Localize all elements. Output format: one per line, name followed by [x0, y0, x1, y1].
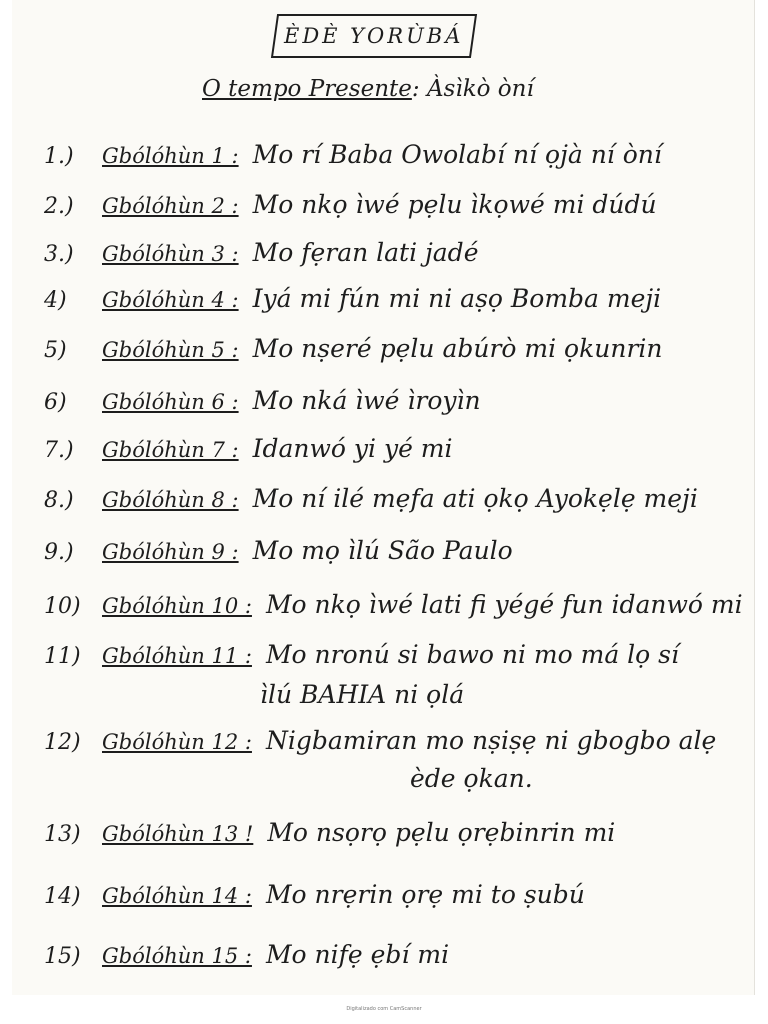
sentence-label: Gbólóhùn 5 :: [102, 338, 239, 362]
sentence-text: Mo fẹran lati jadé: [252, 238, 479, 267]
sentence-10: [44, 590, 743, 630]
sentence-15: [44, 940, 449, 980]
sentence-label: Gbólóhùn 2 :: [102, 194, 239, 218]
sentence-label: Gbólóhùn 9 :: [102, 540, 239, 564]
sentence-label: Gbólóhùn 1 :: [102, 144, 239, 168]
sentence-text: Mo rí Baba Owolabí ní ọjà ní òní: [252, 140, 662, 169]
sentence-number: 12): [44, 730, 81, 755]
sentence-number: 10): [44, 594, 81, 619]
subtitle-yoruba: Àsìkò òní: [426, 76, 534, 102]
sentence-text: Idanwó yi yé mi: [252, 434, 453, 463]
sentence-number: 2.): [44, 194, 74, 219]
sentence-label: Gbólóhùn 6 :: [102, 390, 239, 414]
sentence-11: [44, 640, 679, 680]
sentence-number: 9.): [44, 540, 74, 565]
sentence-12-continuation: ède ọkan.: [410, 764, 533, 793]
sentence-9: [44, 536, 513, 576]
sentence-text: Mo nsọrọ pẹlu ọrẹbinrin mi: [267, 818, 616, 847]
sentence-text: Mo nronú si bawo ni mo má lọ sí: [265, 640, 680, 669]
sentence-label: Gbólóhùn 10 :: [102, 594, 252, 618]
sentence-label: Gbólóhùn 13 !: [102, 822, 254, 846]
scanner-footer: Digitalizado com CamScanner: [346, 1006, 422, 1012]
sentence-label: Gbólóhùn 11 :: [102, 644, 252, 668]
sentence-text: Mo nifẹ ẹbí mi: [265, 940, 450, 969]
sentence-number: 13): [44, 822, 81, 847]
sentence-number: 14): [44, 884, 81, 909]
sentence-8: [44, 484, 698, 524]
sentence-text: Nigbamiran mo nṣiṣẹ ni gbogbo alẹ: [265, 726, 717, 755]
sentence-14: [44, 880, 585, 920]
sentence-text: Mo nkọ ìwé lati fi yégé fun idanwó mi: [265, 590, 743, 619]
subtitle-separator: :: [411, 76, 420, 102]
sentence-label: Gbólóhùn 12 :: [102, 730, 252, 754]
sentence-7: [44, 434, 453, 474]
sentence-text: Mo ní ilé mẹfa ati ọkọ Ayokẹlẹ meji: [252, 484, 698, 513]
subtitle: [202, 76, 534, 102]
sentence-number: 1.): [44, 144, 74, 169]
subtitle-portuguese: O tempo Presente: [202, 76, 412, 102]
sentence-3: [44, 238, 479, 278]
sentence-text: Mo nkọ ìwé pẹlu ìkọwé mi dúdú: [252, 190, 657, 219]
sentence-text: Mo nká ìwé ìroyìn: [252, 386, 481, 415]
sentence-number: 8.): [44, 488, 74, 513]
sentence-text: Mo nrẹrin ọrẹ mi to ṣubú: [265, 880, 585, 909]
sentence-number: 7.): [44, 438, 74, 463]
sentence-5: [44, 334, 663, 374]
sentence-13: [44, 818, 615, 858]
sentence-number: 6): [44, 390, 67, 415]
sentence-label: Gbólóhùn 4 :: [102, 288, 239, 312]
sentence-6: [44, 386, 481, 426]
sentence-label: Gbólóhùn 15 :: [102, 944, 252, 968]
sentence-label: Gbólóhùn 8 :: [102, 488, 239, 512]
sentence-text: Mo mọ ìlú São Paulo: [252, 536, 513, 565]
sentence-label: Gbólóhùn 3 :: [102, 242, 239, 266]
sentence-text: Iyá mi fún mi ni aṣọ Bomba meji: [252, 284, 662, 313]
sentence-label: Gbólóhùn 14 :: [102, 884, 252, 908]
sentence-4: [44, 284, 661, 324]
sentence-12: [44, 726, 716, 766]
sentence-number: 3.): [44, 242, 74, 267]
sentence-number: 11): [44, 644, 81, 669]
sentence-number: 15): [44, 944, 81, 969]
sentence-11-continuation: ìlú BAHIA ni ọlá: [260, 680, 465, 709]
sentence-text: Mo nṣeré pẹlu abúrò mi ọkunrin: [252, 334, 663, 363]
sentence-number: 4): [44, 288, 67, 313]
sentence-2: [44, 190, 657, 230]
page-title: ÈDÈ YORÙBÁ: [284, 24, 464, 48]
sentence-1: [44, 140, 662, 180]
sentence-label: Gbólóhùn 7 :: [102, 438, 239, 462]
notebook-page: [12, 0, 755, 995]
sentence-number: 5): [44, 338, 67, 363]
title-box: [271, 14, 477, 58]
